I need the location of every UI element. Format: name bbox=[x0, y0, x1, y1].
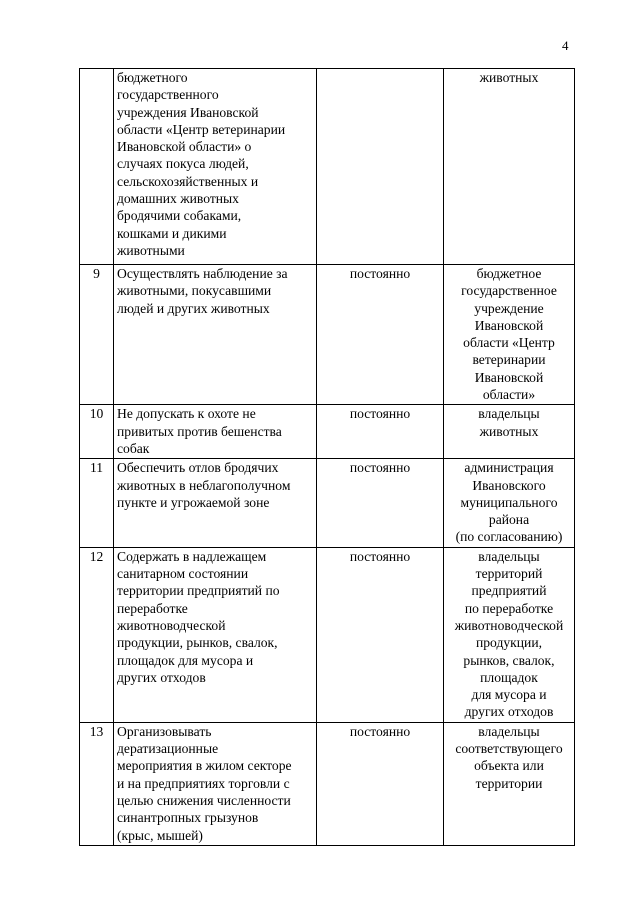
measure-term: постоянно bbox=[317, 547, 444, 722]
measure-text: Не допускать к охоте не привитых против бешенства собак bbox=[114, 405, 317, 459]
measure-responsible: владельцы животных bbox=[444, 405, 575, 459]
measure-term: постоянно bbox=[317, 459, 444, 547]
measure-term: постоянно bbox=[317, 265, 444, 405]
table-row bbox=[80, 405, 575, 459]
table-row bbox=[80, 547, 575, 722]
measure-text: Осуществлять наблюдение за животными, покусавшими людей и других животных bbox=[114, 265, 317, 405]
measure-responsible: владельцы территорий предприятий по переработке животноводческой продукции, рынков, свалок, площадок для мусора и других отходов bbox=[444, 547, 575, 722]
measures-table-body bbox=[80, 69, 575, 846]
measure-text: Организовывать дератизационные мероприятия в жилом секторе и на предприятиях торговли с целью снижения численности синантропных грызунов (крыс, мышей) bbox=[114, 722, 317, 845]
measure-responsible: животных bbox=[444, 69, 575, 265]
table-row bbox=[80, 722, 575, 845]
row-number: 12 bbox=[80, 547, 114, 722]
measure-responsible: администрация Ивановского муниципального района (по согласованию) bbox=[444, 459, 575, 547]
measure-term: постоянно bbox=[317, 722, 444, 845]
row-number: 11 bbox=[80, 459, 114, 547]
table-row bbox=[80, 459, 575, 547]
row-number bbox=[80, 69, 114, 265]
row-number: 13 bbox=[80, 722, 114, 845]
measure-text: бюджетного государственного учреждения Ивановской области «Центр ветеринарии Ивановской области» о случаях покуса людей, сельскохозяйственных и домашних животных бродячими собаками, кошками и дикими животными bbox=[114, 69, 317, 265]
measure-text: Содержать в надлежащем санитарном состоянии территории предприятий по переработке животноводческой продукции, рынков, свалок, площадок для мусора и других отходов bbox=[114, 547, 317, 722]
measure-responsible: владельцы соответствующего объекта или территории bbox=[444, 722, 575, 845]
measure-term bbox=[317, 69, 444, 265]
row-number: 10 bbox=[80, 405, 114, 459]
measure-term: постоянно bbox=[317, 405, 444, 459]
table-row bbox=[80, 69, 575, 265]
measures-table bbox=[79, 68, 575, 846]
row-number: 9 bbox=[80, 265, 114, 405]
measure-responsible: бюджетное государственное учреждение Ивановской области «Центр ветеринарии Ивановской области» bbox=[444, 265, 575, 405]
measure-text: Обеспечить отлов бродячих животных в неблагополучном пункте и угрожаемой зоне bbox=[114, 459, 317, 547]
table-row bbox=[80, 265, 575, 405]
page-number: 4 bbox=[562, 38, 569, 53]
